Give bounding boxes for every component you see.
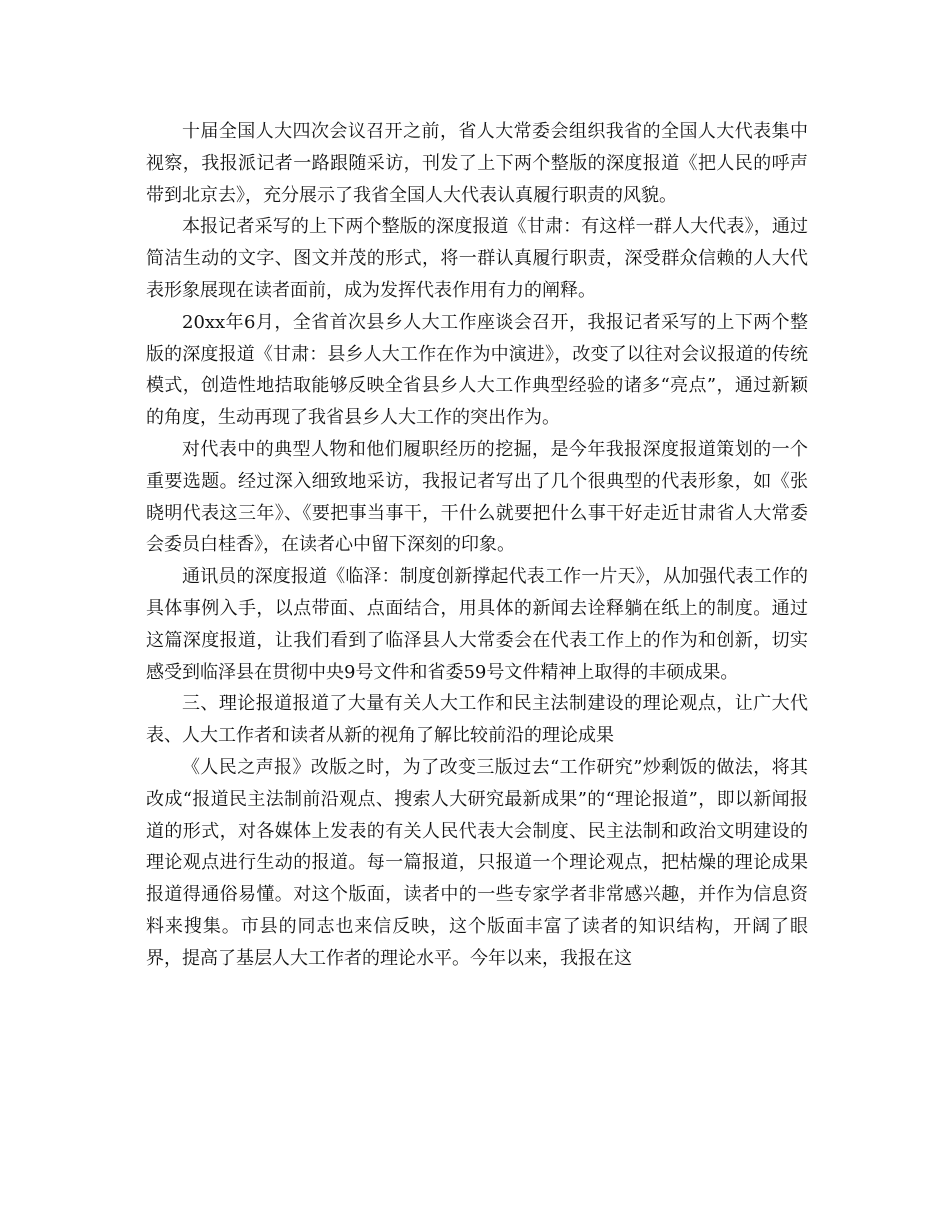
paragraph-2: 本报记者采写的上下两个整版的深度报道《甘肃：有这样一群人大代表》，通过简洁生动的文字、图文并茂的形式，将一群认真履行职责，深受群众信赖的人大代表形象展现在读者面前，成为发挥代表作用有力的阐释。 [146, 216, 808, 301]
paragraph-5: 通讯员的深度报道《临泽：制度创新撑起代表工作一片天》，从加强代表工作的具体事例入手，以点带面、点面结合，用具体的新闻去诠释躺在纸上的制度。通过这篇深度报道，让我们看到了临泽县人大常委会在代表工作上的作为和创新，切实感受到临泽县在贯彻中央9号文件和省委59号文件精神上取得的丰硕成果。 [146, 566, 808, 683]
paragraph-7: 《人民之声报》改版之时，为了改变三版过去“工作研究”炒剩饭的做法，将其改成“报道民主法制前沿观点、搜索人大研究最新成果”的“理论报道”，即以新闻报道的形式，对各媒体上发表的有关人民代表大会制度、民主法制和政治文明建设的理论观点进行生动的报道。每一篇报道，只报道一个理论观点，把枯燥的理论成果报道得通俗易懂。对这个版面，读者中的一些专家学者非常感兴趣，并作为信息资料来搜集。市县的同志也来信反映，这个版面丰富了读者的知识结构，开阔了眼界，提高了基层人大工作者的理论水平。今年以来，我报在这 [146, 756, 808, 969]
paragraph-1: 十届全国人大四次会议召开之前，省人大常委会组织我省的全国人大代表集中视察，我报派记者一路跟随采访，刊发了上下两个整版的深度报道《把人民的呼声带到北京去》，充分展示了我省全国人大代表认真履行职责的风貌。 [146, 121, 808, 206]
document-body [146, 116, 808, 975]
section-heading-3: 三、理论报道报道了大量有关人大工作和民主法制建设的理论观点，让广大代表、人大工作者和读者从新的视角了解比较前沿的理论成果 [146, 693, 808, 747]
paragraph-3: 20xx年6月，全省首次县乡人大工作座谈会召开，我报记者采写的上下两个整版的深度报道《甘肃：县乡人大工作在作为中演进》，改变了以往对会议报道的传统模式，创造性地拮取能够反映全省县乡人大工作典型经验的诸多“亮点”，通过新颖的角度，生动再现了我省县乡人大工作的突出作为。 [146, 311, 808, 429]
paragraph-4: 对代表中的典型人物和他们履职经历的挖掘，是今年我报深度报道策划的一个重要选题。经过深入细致地采访，我报记者写出了几个很典型的代表形象，如《张晓明代表这三年》、《要把事当事干，干什么就要把什么事干好走近甘肃省人大常委会委员白桂香》，在读者心中留下深刻的印象。 [146, 438, 808, 556]
